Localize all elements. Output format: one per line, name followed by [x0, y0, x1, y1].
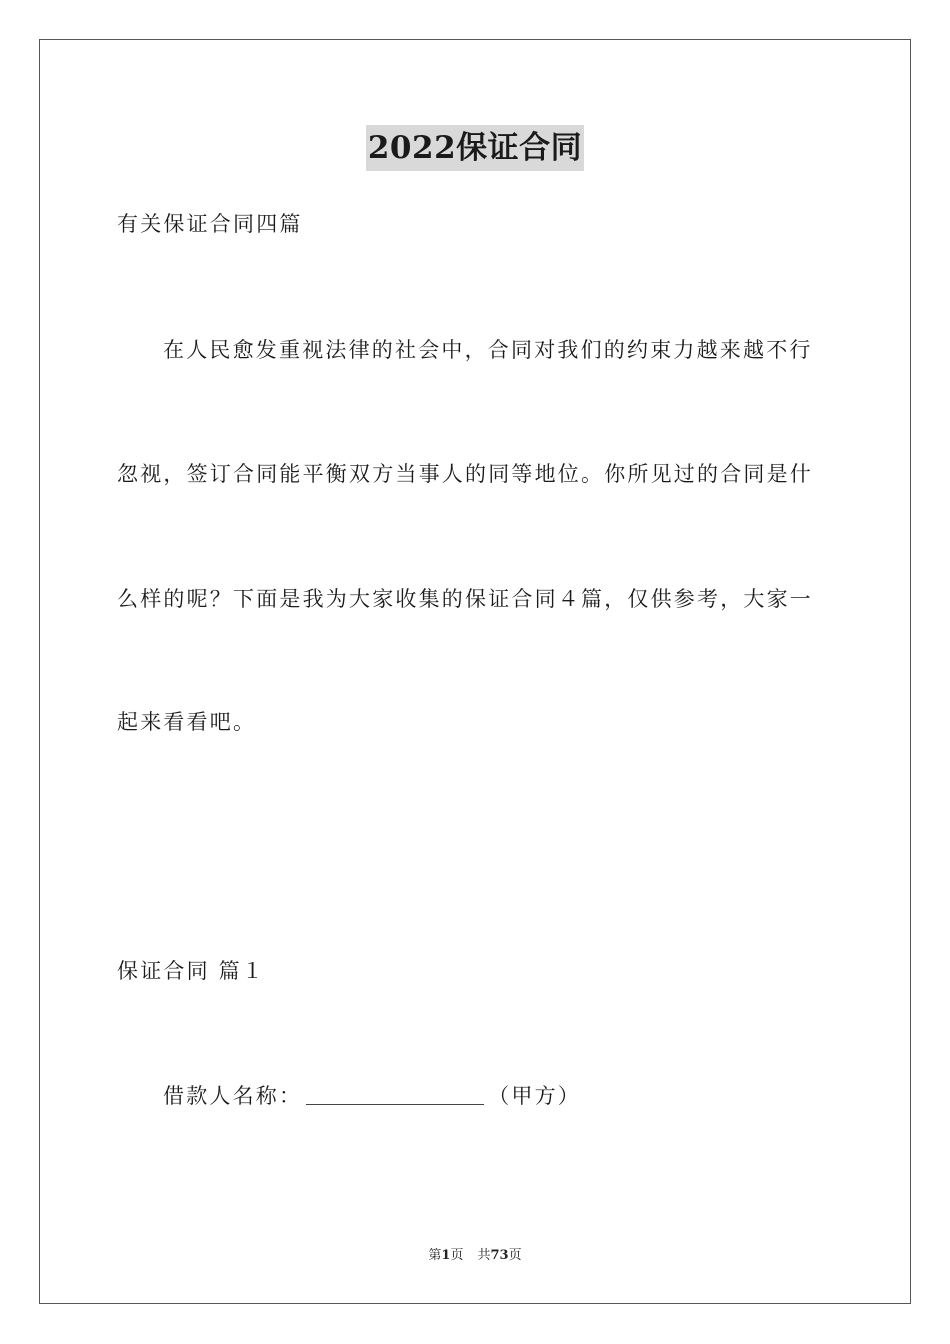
section-heading: 保证合同 篇１ — [117, 959, 266, 983]
borrower-line — [163, 1081, 581, 1111]
page-footer — [0, 1246, 950, 1266]
total-prefix: 共 — [477, 1248, 491, 1263]
document-subtitle: 有关保证合同四篇 — [117, 212, 303, 236]
borrower-suffix: （甲方） — [488, 1084, 582, 1108]
page-suffix: 页 — [450, 1248, 464, 1263]
intro-line-4: 起来看看吧。 — [117, 710, 257, 734]
borrower-name-blank[interactable] — [306, 1084, 484, 1105]
page-prefix: 第 — [428, 1248, 442, 1263]
intro-line-3: 么样的呢？下面是我为大家收集的保证合同４篇，仅供参考，大家一 — [117, 587, 813, 611]
borrower-label: 借款人名称： — [163, 1084, 303, 1108]
intro-line-1: 在人民愈发重视法律的社会中，合同对我们的约束力越来越不行 — [163, 338, 813, 362]
total-suffix: 页 — [508, 1248, 522, 1263]
intro-line-2: 忽视，签订合同能平衡双方当事人的同等地位。你所见过的合同是什 — [117, 462, 813, 486]
total-pages: 73 — [490, 1248, 509, 1263]
title-container — [0, 125, 950, 171]
document-title: 2022保证合同 — [366, 125, 584, 171]
page-number: 1 — [441, 1248, 451, 1263]
